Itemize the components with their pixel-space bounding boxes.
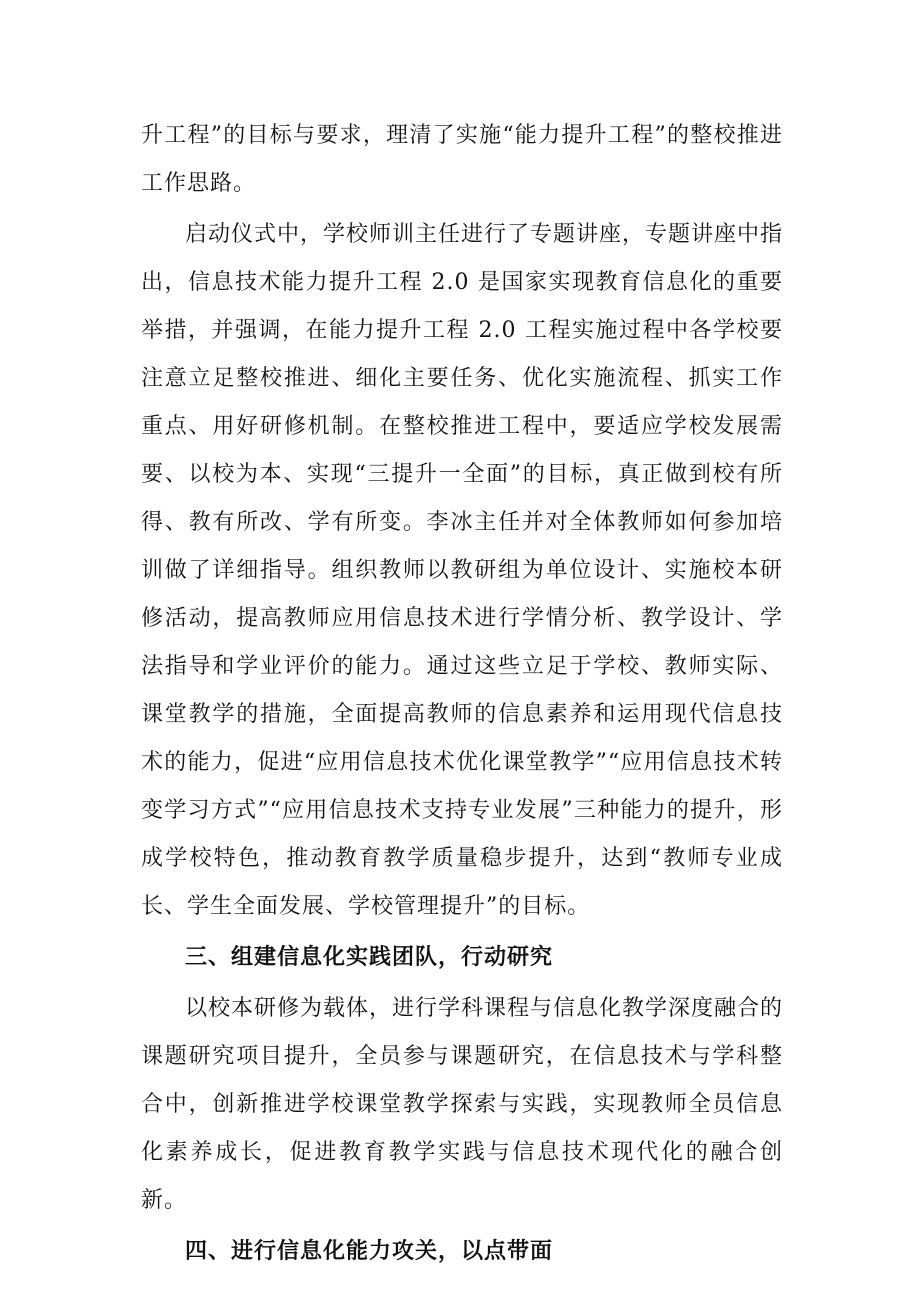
section-heading-four: 四、进行信息化能力攻关，以点带面 [185, 1239, 554, 1264]
paragraph-school-research: 以校本研修为载体，进行学科课程与信息化教学深度融合的课题研究项目提升，全员参与课题研究，在信息技术与学科整合中，创新推进学校课堂教学探索与实践，实现教师全员信息化素养成长，促进教育教学实践与信息技术现代化的融合创新。 [141, 996, 784, 1213]
document-body [141, 112, 783, 1276]
paragraph-launch-ceremony: 启动仪式中，学校师训主任进行了专题讲座，专题讲座中指出，信息技术能力提升工程 2.0 是国家实现教育信息化的重要举措，并强调，在能力提升工程 2.0 工程实施过程中各学校要注意立足整校推进、细化主要任务、优化实施流程、抓实工作重点、用好研修机制。在整校推进工程中，要适应学校发展需要、以校为本、实现“三提升一全面”的目标，真正做到校有所得、教有所改、学有所变。李冰主任并对全体教师如何参加培训做了详细指导。组织教师以教研组为单位设计、实施校本研修活动，提高教师应用信息技术进行学情分析、教学设计、学法指导和学业评价的能力。通过这些立足于学校、教师实际、课堂教学的措施，全面提高教师的信息素养和运用现代信息技术的能力，促进“应用信息技术优化课堂教学”“应用信息技术转变学习方式”“应用信息技术支持专业发展”三种能力的提升，形成学校特色，推动教育教学质量稳步提升，达到“教师专业成长、学生全面发展、学校管理提升”的目标。 [141, 222, 784, 919]
paragraph-continuation: 升工程”的目标与要求，理清了实施“能力提升工程”的整校推进工作思路。 [141, 123, 783, 196]
section-heading-three: 三、组建信息化实践团队，行动研究 [185, 945, 554, 970]
